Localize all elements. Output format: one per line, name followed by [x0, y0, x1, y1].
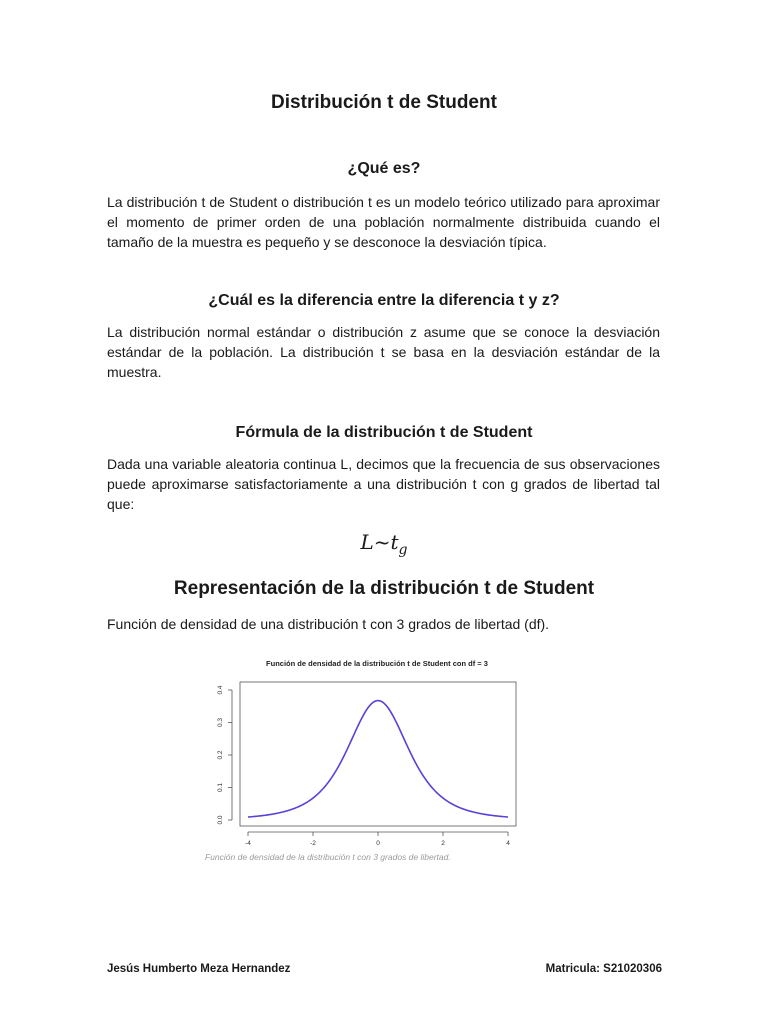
density-chart [200, 652, 540, 862]
formula-subscript: g [398, 542, 408, 558]
y-tick-label: 0.1 [217, 782, 224, 793]
document-title: Distribución t de Student [271, 92, 497, 113]
formula-expression [0, 530, 768, 558]
x-tick-label: 4 [506, 840, 510, 847]
x-tick-label: -4 [245, 840, 251, 847]
y-tick-label: 0.3 [217, 717, 224, 728]
chart-title: Función de densidad de la distribución t de Student con df = 3 [266, 659, 488, 668]
paragraph-representacion: Función de densidad de una distribución t con 3 grados de libertad (df). [107, 616, 550, 632]
heading-diferencia: ¿Cuál es la diferencia entre la diferencia t y z? [208, 292, 560, 309]
x-tick-label: 0 [376, 840, 380, 847]
paragraph-formula: Dada una variable aleatoria continua L, decimos que la frecuencia de sus observaciones puede aproximarse satisfactoriamente a una distribución t con g grados de libertad tal que: [107, 456, 660, 512]
heading-representacion: Representación de la distribución t de Student [173, 578, 595, 599]
x-tick-label: -2 [310, 840, 316, 847]
paragraph-diferencia: La distribución normal estándar o distribución z asume que se conoce la desviación estándar de la población. La distribución t se basa en la desviación estándar de la muestra. [107, 324, 660, 380]
heading-que-es: ¿Qué es? [347, 160, 421, 177]
density-line [248, 701, 508, 817]
paragraph-que-es: La distribución t de Student o distribución t es un modelo teórico utilizado para aproximar el momento de primer orden de una población normalmente distribuida cuando el tamaño de la muestra es pequeño y se desconoce la desviación típica. [107, 194, 660, 250]
formula-main: L~t [360, 530, 399, 554]
heading-formula: Fórmula de la distribución t de Student [235, 424, 533, 441]
density-chart-svg [200, 652, 540, 862]
y-tick-label: 0.2 [217, 750, 224, 760]
figure-caption: Función de densidad de la distribución t con 3 grados de libertad. [205, 852, 451, 862]
y-tick-label: 0.4 [217, 685, 224, 695]
plot-frame [240, 682, 516, 826]
footer-author: Jesús Humberto Meza Hernandez [107, 963, 291, 975]
y-tick-label: 0.0 [217, 815, 224, 825]
x-tick-label: 2 [441, 840, 445, 847]
footer-matricula: Matricula: S21020306 [545, 963, 662, 975]
